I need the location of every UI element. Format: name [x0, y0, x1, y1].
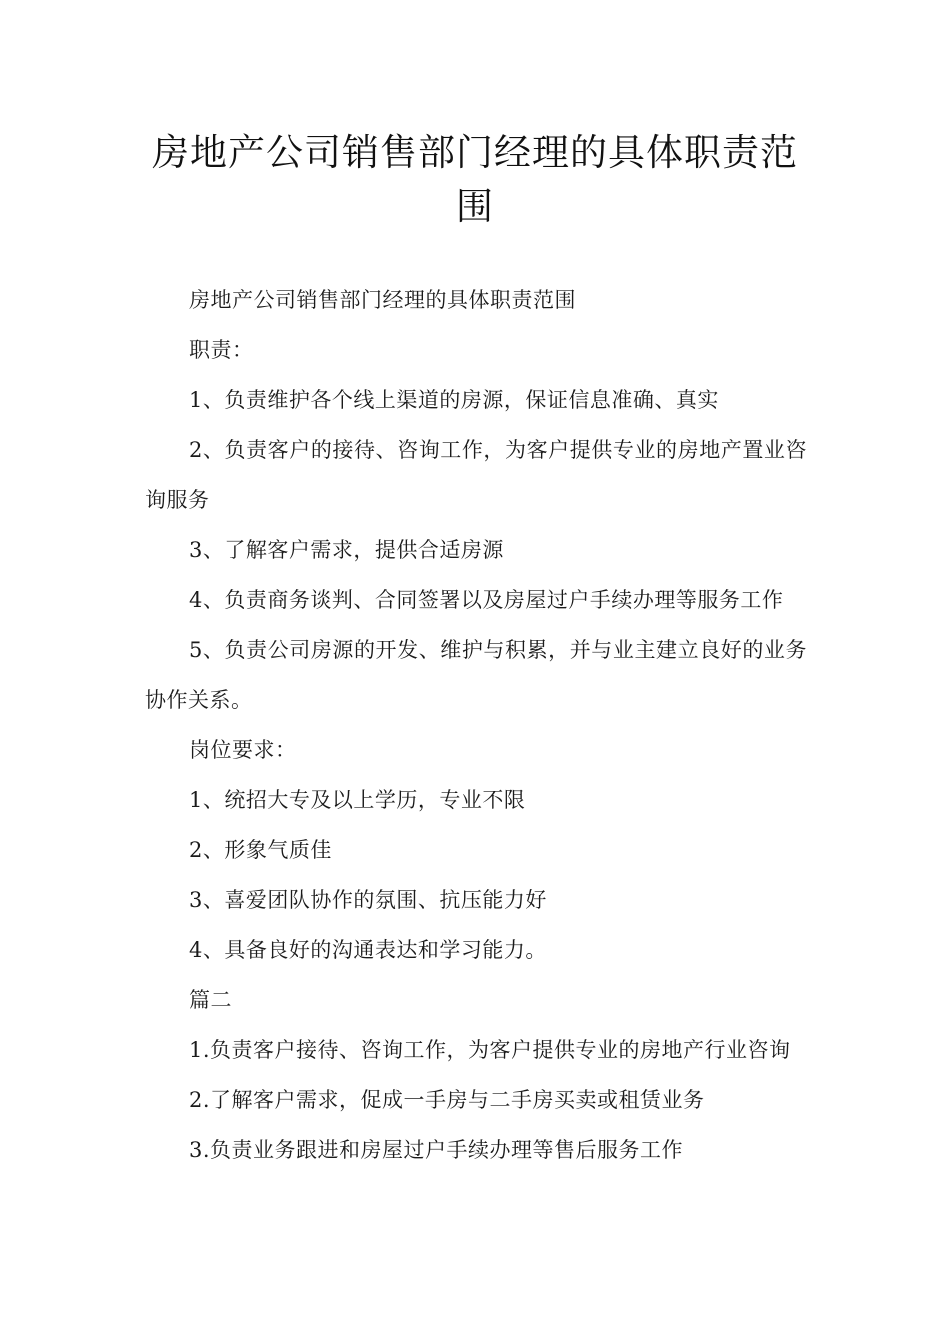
paragraph-section-two-item-3: 3.负责业务跟进和房屋过户手续办理等售后服务工作: [189, 1138, 684, 1162]
paragraph-duty-1: 1、负责维护各个线上渠道的房源，保证信息准确、真实: [189, 388, 719, 412]
paragraph-duty-2: 2、负责客户的接待、咨询工作，为客户提供专业的房地产置业咨询服务: [145, 438, 807, 512]
paragraph-section-two-item-1: 1.负责客户接待、咨询工作，为客户提供专业的房地产行业咨询: [189, 1038, 791, 1062]
paragraph-section-two-item-2: 2.了解客户需求，促成一手房与二手房买卖或租赁业务: [189, 1088, 705, 1112]
paragraph-duty-4: 4、负责商务谈判、合同签署以及房屋过户手续办理等服务工作: [189, 588, 784, 612]
paragraph-requirement-3: 3、喜爱团队协作的氛围、抗压能力好: [189, 888, 547, 912]
paragraph-requirement-1: 1、统招大专及以上学历，专业不限: [189, 788, 526, 812]
document-title: 房地产公司销售部门经理的具体职责范围: [152, 131, 798, 228]
paragraph-requirement-4: 4、具备良好的沟通表达和学习能力。: [189, 938, 547, 962]
paragraph-subtitle: 房地产公司销售部门经理的具体职责范围: [189, 288, 576, 312]
paragraph-section-two-heading: 篇二: [189, 988, 232, 1012]
paragraph-requirement-2: 2、形象气质佳: [189, 838, 332, 862]
paragraph-requirements-heading: 岗位要求：: [189, 738, 297, 762]
paragraph-duty-3: 3、了解客户需求，提供合适房源: [189, 538, 504, 562]
paragraph-duty-5: 5、负责公司房源的开发、维护与积累，并与业主建立良好的业务协作关系。: [145, 638, 807, 712]
document-body: [145, 275, 807, 1175]
paragraph-duties-heading: 职责：: [189, 338, 254, 362]
